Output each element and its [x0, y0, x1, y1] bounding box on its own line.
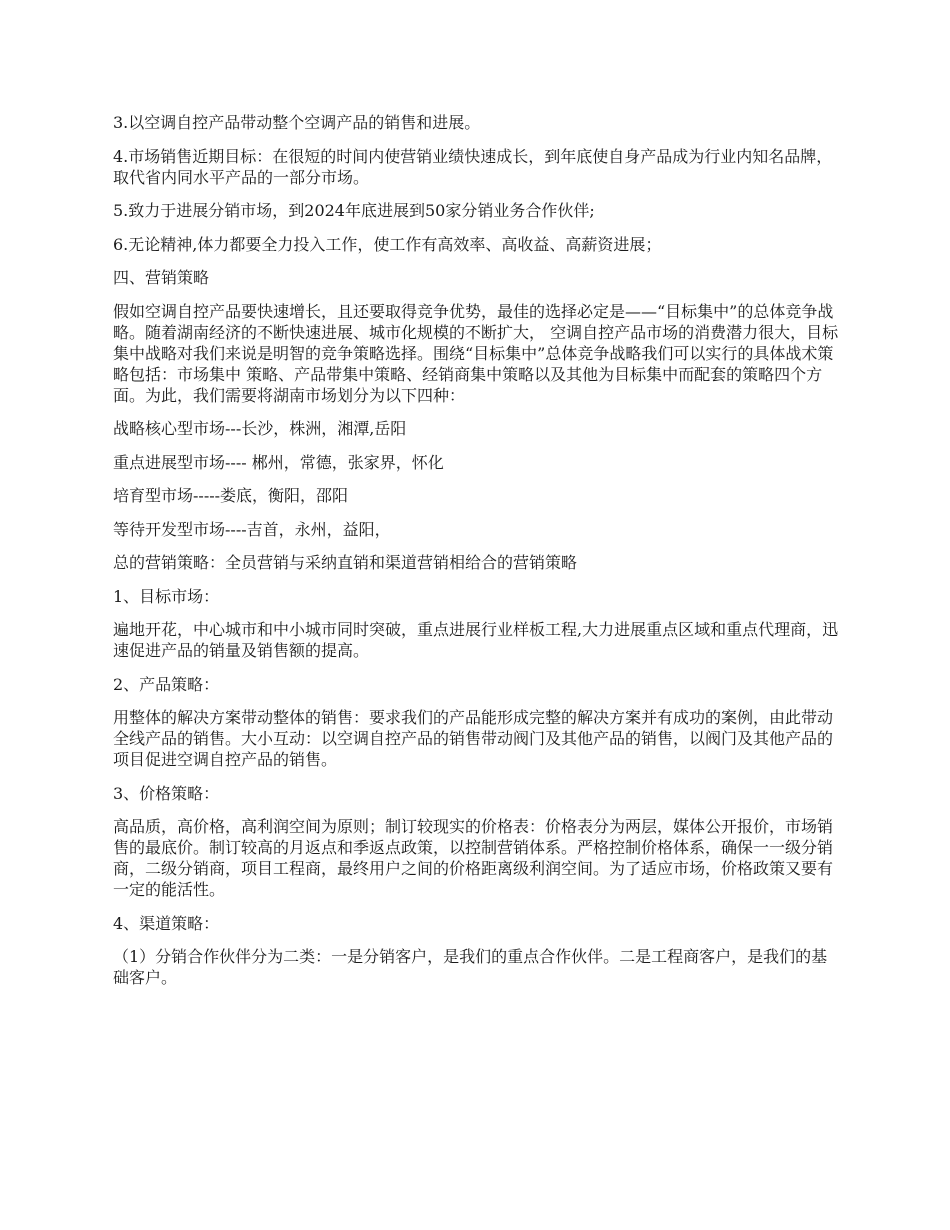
section-heading-marketing-strategy: 四、营销策略: [113, 268, 210, 287]
paragraph-target-market: 遍地开花，中心城市和中小城市同时突破，重点进展行业样板工程,大力进展重点区域和重点代理商，迅速促进产品的销量及销售额的提高。: [113, 620, 839, 660]
paragraph-core-market: 战略核心型市场---长沙，株洲，湘潭,岳阳: [113, 419, 407, 438]
paragraph-overall-strategy: 总的营销策略：全员营销与采纳直销和渠道营销相给合的营销策略: [113, 553, 578, 572]
paragraph-product-strategy: 用整体的解决方案带动整体的销售：要求我们的产品能形成完整的解决方案并有成功的案例，由此带动全线产品的销售。大小互动：以空调自控产品的销售带动阀门及其他产品的销售，以阀门及其他产品的项目促进空调自控产品的销售。: [113, 708, 834, 769]
paragraph-goal-3: 3.以空调自控产品带动整个空调产品的销售和进展。: [113, 113, 481, 132]
paragraph-key-market: 重点进展型市场---- 郴州，常德，张家界，怀化: [113, 452, 444, 472]
subheading-target-market: 1、目标市场：: [113, 586, 220, 606]
subheading-price-strategy: 3、价格策略：: [113, 783, 220, 803]
paragraph-pending-market: 等待开发型市场----吉首，永州，益阳，: [113, 519, 391, 539]
paragraph-goal-6: 6.无论精神,体力都要全力投入工作，使工作有高效率、高收益、高薪资进展；: [113, 234, 662, 254]
paragraph-strategy-intro: 假如空调自控产品要快速增长，且还要取得竞争优势，最佳的选择必定是——“目标集中”的总体竞争战略。随着湖南经济的不断快速进展、城市化规模的不断扩大， 空调自控产品市场的消费潜力很大，目标集中战略对我们来说是明智的竞争策略选择。围绕“目标集中”总体竞争战略我们可以实行的具体战术策略包括：市场集中 策略、产品带集中策略、经销商集中策略以及其他为目标集中而配套的策略四个方面。为此，我们需要将湖南市场划分为以下四种：: [113, 301, 839, 405]
paragraph-channel-partners: （1）分销合作伙伴分为二类：一是分销客户，是我们的重点合作伙伴。二是工程商客户，是我们的基础客户。: [113, 947, 828, 987]
paragraph-goal-4: 4.市场销售近期目标：在很短的时间内使营销业绩快速成长，到年底使自身产品成为行业内知名品牌，取代省内同水平产品的一部分市场。: [113, 146, 833, 187]
paragraph-cultivation-market: 培育型市场-----娄底，衡阳，邵阳: [113, 486, 349, 505]
subheading-product-strategy: 2、产品策略：: [113, 674, 220, 694]
subheading-channel-strategy: 4、渠道策略：: [113, 913, 220, 933]
document-body: [113, 112, 843, 1001]
paragraph-price-strategy: 高品质，高价格，高利润空间为原则；制订较现实的价格表：价格表分为两层，媒体公开报价，市场销售的最底价。制订较高的月返点和季返点政策，以控制营销体系。严格控制价格体系，确保一一级分销商，二级分销商，项目工程商，最终用户之间的价格距离级利润空间。为了适应市场，价格政策又要有一定的能活性。: [113, 817, 834, 899]
paragraph-goal-5: 5.致力于进展分销市场，到2024年底进展到50家分销业务合作伙伴;: [113, 201, 595, 220]
